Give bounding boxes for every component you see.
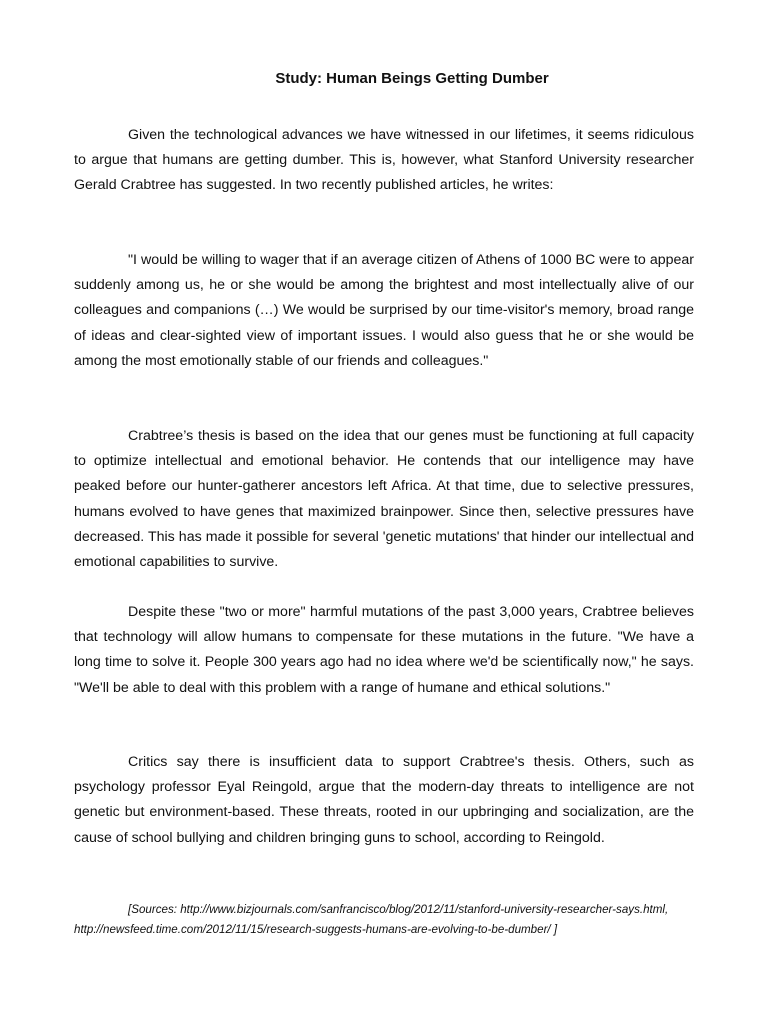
paragraph-quote: "I would be willing to wager that if an average citizen of Athens of 1000 BC were to appear suddenly among us, he or she would be among the brightest and most intellectually alive of our colleagues and companions (…) We would be surprised by our time-visitor's memory, broad range of ideas and clear-sighted view of important issues. I would also guess that he or she would be among the most emotionally stable of our friends and colleagues." (74, 252, 694, 369)
paragraph-technology: Despite these "two or more" harmful mutations of the past 3,000 years, Crabtree believes that technology will allow humans to compensate for these mutations in the future. "We have a long time to solve it. People 300 years ago had no idea where we'd be scientifically now," he says. "We'll be able to deal with this problem with a range of humane and ethical solutions." (74, 604, 694, 696)
paragraph-intro: Given the technological advances we have witnessed in our lifetimes, it seems ridiculous to argue that humans are getting dumber. This is, however, what Stanford University researcher Gerald Crabtree has suggested. In two recently published articles, he writes: (74, 127, 694, 194)
document-title: Study: Human Beings Getting Dumber (275, 70, 549, 87)
sources-citation: [Sources: http://www.bizjournals.com/sanfrancisco/blog/2012/11/stanford-university-researcher-says.html, http://newsfeed.time.com/2012/11/15/research-suggests-humans-are-evolving-to-be-dumber/ ] (74, 903, 669, 936)
paragraph-critics: Critics say there is insufficient data to support Crabtree's thesis. Others, such as psychology professor Eyal Reingold, argue that the modern-day threats to intelligence are not genetic but environment-based. These threats, rooted in our upbringing and socialization, are the cause of school bullying and children bringing guns to school, according to Reingold. (74, 754, 694, 846)
paragraph-thesis: Crabtree’s thesis is based on the idea that our genes must be functioning at full capacity to optimize intellectual and emotional behavior. He contends that our intelligence may have peaked before our hunter-gatherer ancestors left Africa. At that time, due to selective pressures, humans evolved to have genes that maximized brainpower. Since then, selective pressures have decreased. This has made it possible for several 'genetic mutations' that hinder our intellectual and emotional capabilities to survive. (74, 428, 694, 571)
